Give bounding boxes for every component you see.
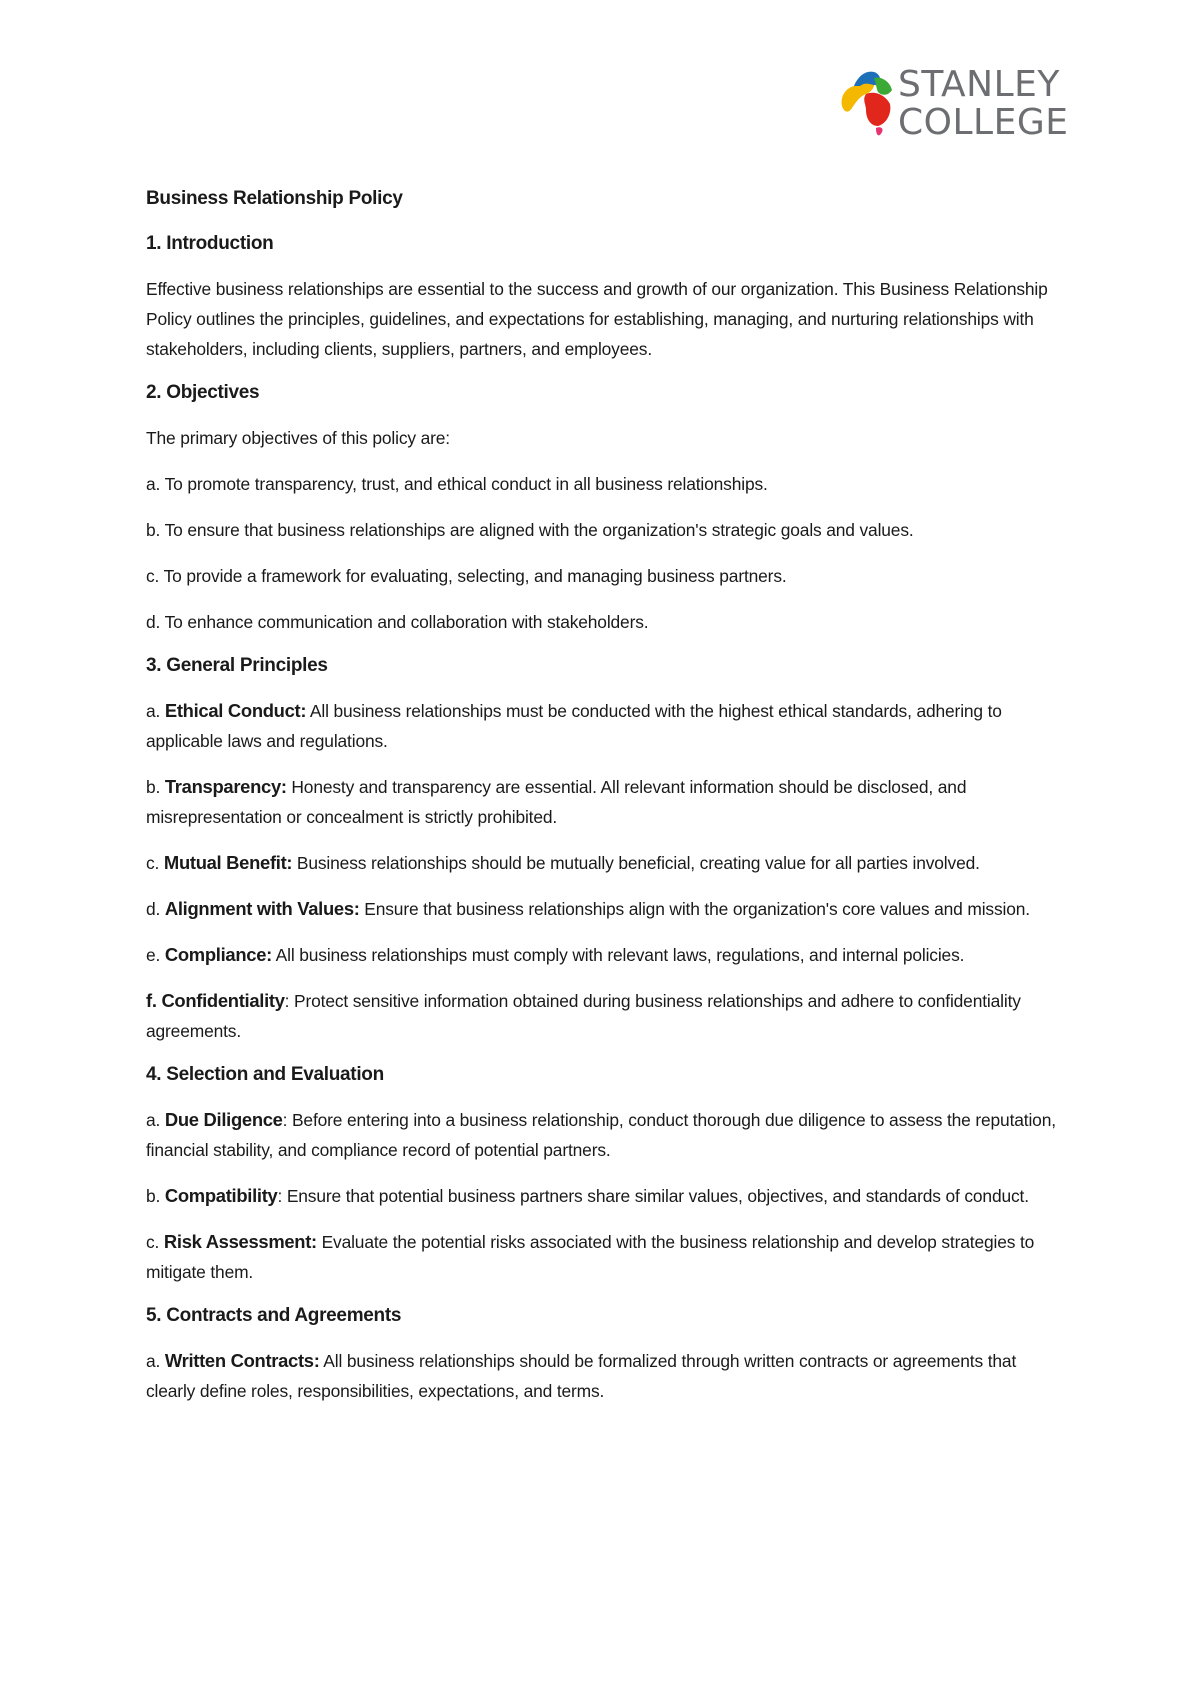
contracts-item: a. Written Contracts: All business relationships should be formalized through written contracts or agreements that clearly define roles, responsibilities, expectations, and terms. (146, 1350, 1017, 1401)
stanley-college-logo (836, 64, 1069, 144)
principle-item: b. Transparency: Honesty and transparency are essential. All relevant information should be disclosed, and misrepresentation or concealment is strictly prohibited. (146, 776, 967, 827)
principle-item: c. Mutual Benefit: Business relationships should be mutually beneficial, creating value for all parties involved. (146, 852, 980, 873)
objective-item: a. To promote transparency, trust, and ethical conduct in all business relationships. (146, 474, 768, 494)
logo-line-1: STANLEY (898, 64, 1060, 105)
selection-term: Due Diligence (164, 1109, 283, 1130)
principle-term: Transparency: (164, 776, 287, 797)
australia-map-icon (836, 66, 898, 142)
section-heading-objectives: 2. Objectives (146, 382, 260, 403)
document-body (146, 186, 1066, 1422)
principle-term: f. Confidentiality (146, 990, 285, 1011)
selection-item: a. Due Diligence: Before entering into a business relationship, conduct thorough due diligence to assess the reputation, financial stability, and compliance record of potential partners. (146, 1109, 1056, 1160)
section-heading-principles: 3. General Principles (146, 655, 328, 676)
section-heading-selection: 4. Selection and Evaluation (146, 1064, 384, 1085)
section-heading-contracts: 5. Contracts and Agreements (146, 1305, 402, 1326)
logo-wordmark (898, 66, 1068, 142)
principle-item: d. Alignment with Values: Ensure that business relationships align with the organization's core values and mission. (146, 898, 1030, 919)
objective-item: d. To enhance communication and collaboration with stakeholders. (146, 612, 649, 632)
principle-term: Mutual Benefit: (163, 852, 293, 873)
selection-item: c. Risk Assessment: Evaluate the potential risks associated with the business relationship and develop strategies to mitigate them. (146, 1231, 1035, 1282)
logo-line-2: COLLEGE (898, 102, 1069, 143)
selection-item: b. Compatibility: Ensure that potential business partners share similar values, objectives, and standards of conduct. (146, 1185, 1029, 1206)
principle-term: Compliance: (164, 944, 272, 965)
section-heading-introduction: 1. Introduction (146, 233, 274, 254)
contracts-term: Written Contracts: (164, 1350, 320, 1371)
objective-item: c. To provide a framework for evaluating, selecting, and managing business partners. (146, 566, 787, 586)
principle-term: Alignment with Values: (164, 898, 360, 919)
objectives-lead: The primary objectives of this policy are: (146, 428, 450, 448)
principle-item: e. Compliance: All business relationships must comply with relevant laws, regulations, and internal policies. (146, 944, 965, 965)
selection-term: Compatibility (164, 1185, 278, 1206)
objective-item: b. To ensure that business relationships are aligned with the organization's strategic goals and values. (146, 520, 914, 540)
selection-term: Risk Assessment: (163, 1231, 317, 1252)
introduction-paragraph: Effective business relationships are essential to the success and growth of our organization. This Business Relationship Policy outlines the principles, guidelines, and expectations for establishing, managing, and nurturing relationships with stakeholders, including clients, suppliers, partners, and employees. (146, 279, 1048, 359)
principle-item: a. Ethical Conduct: All business relationships must be conducted with the highest ethical standards, adhering to applicable laws and regulations. (146, 700, 1002, 751)
document-title: Business Relationship Policy (146, 188, 403, 209)
principle-term: Ethical Conduct: (164, 700, 307, 721)
principle-item: f. Confidentiality: Protect sensitive information obtained during business relationships and adhere to confidentiality agreements. (146, 990, 1021, 1041)
